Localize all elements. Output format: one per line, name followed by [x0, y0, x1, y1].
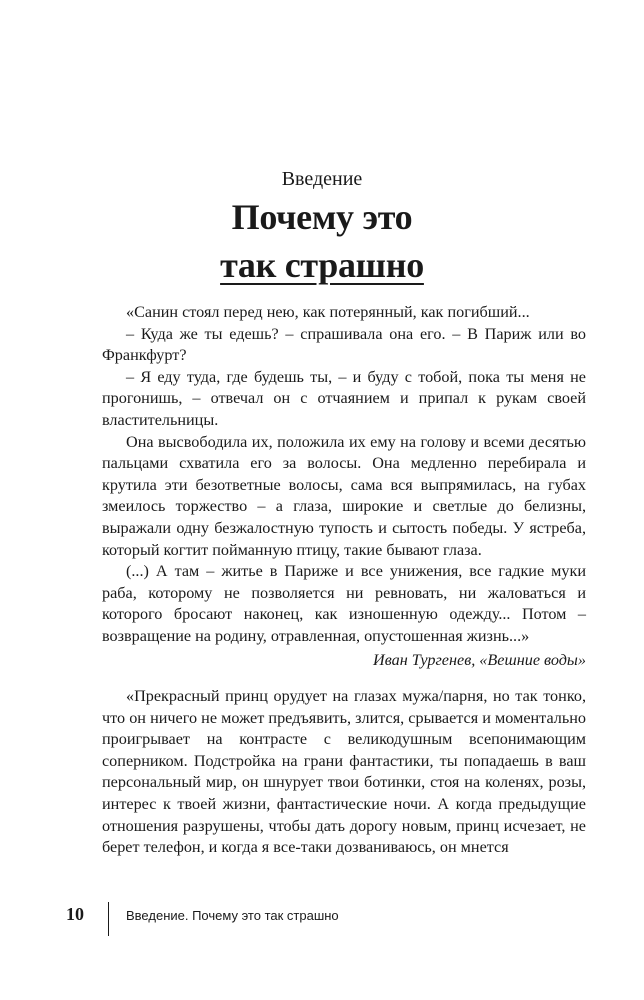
epigraph-paragraph: – Куда же ты едешь? – спрашивала она его. – В Париж или во Франкфурт? — [102, 324, 586, 365]
epigraph — [102, 302, 586, 671]
epigraph-paragraph: – Я еду туда, где будешь ты, – и буду с тобой, пока ты меня не прогонишь, – отвечал он с отчаянием и припал к рукам своей властительницы. — [102, 367, 586, 429]
section-label: Введение — [281, 168, 363, 190]
body-paragraph: «Прекрасный принц орудует на глазах мужа/парня, но так тонко, что он ничего не может предъявить, злится, срывается и моментально проигрывает на контрасте с великодушным всепонимающим соперником. Подстройка на грани фантастики, ты попадаешь в ваш персональный мир, он шнурует твои ботинки, стоя на коленях, розы, интерес к твоей жизни, фантастические ночи. А когда предыдущие отношения разрушены, чтобы дать дорогу новым, принц исчезает, не берет телефон, и когда я все-таки дозваниваюсь, он мнется — [102, 687, 586, 857]
epigraph-attribution: Иван Тургенев, «Вешние воды» — [373, 650, 586, 669]
chapter-title-line-2 — [96, 242, 548, 288]
main-text — [102, 686, 586, 859]
footer-divider — [108, 902, 109, 936]
page-number: 10 — [66, 904, 84, 924]
epigraph-paragraph: «Санин стоял перед нею, как потерянный, как погибший... — [126, 303, 530, 321]
page-footer — [0, 902, 644, 942]
chapter-title-line-2-text: так страшно — [220, 245, 424, 285]
epigraph-paragraph: Она высвободила их, положила их ему на голову и всеми десятью пальцами схватила его за волосы. Она медленно перебирала и крутила эти безответные волосы, сама вся выпрямилась, на губах змеилось торжество – а глаза, широкие и светлые до белизны, выражали одну безжалостную тупость и сытость победы. У ястреба, который когтит пойманную птицу, такие бывают глаза. — [102, 432, 586, 559]
running-head: Введение. Почему это так страшно — [126, 908, 339, 923]
chapter-title-line-1: Почему это — [231, 197, 413, 237]
epigraph-paragraph: (...) А там – житье в Париже и все унижения, все гадкие муки раба, которому не позволяется ни ревновать, ни жаловаться и которого бросают наконец, как изношенную одежду... Потом – возвращение на родину, отравленная, опустошенная жизнь...» — [102, 562, 586, 645]
